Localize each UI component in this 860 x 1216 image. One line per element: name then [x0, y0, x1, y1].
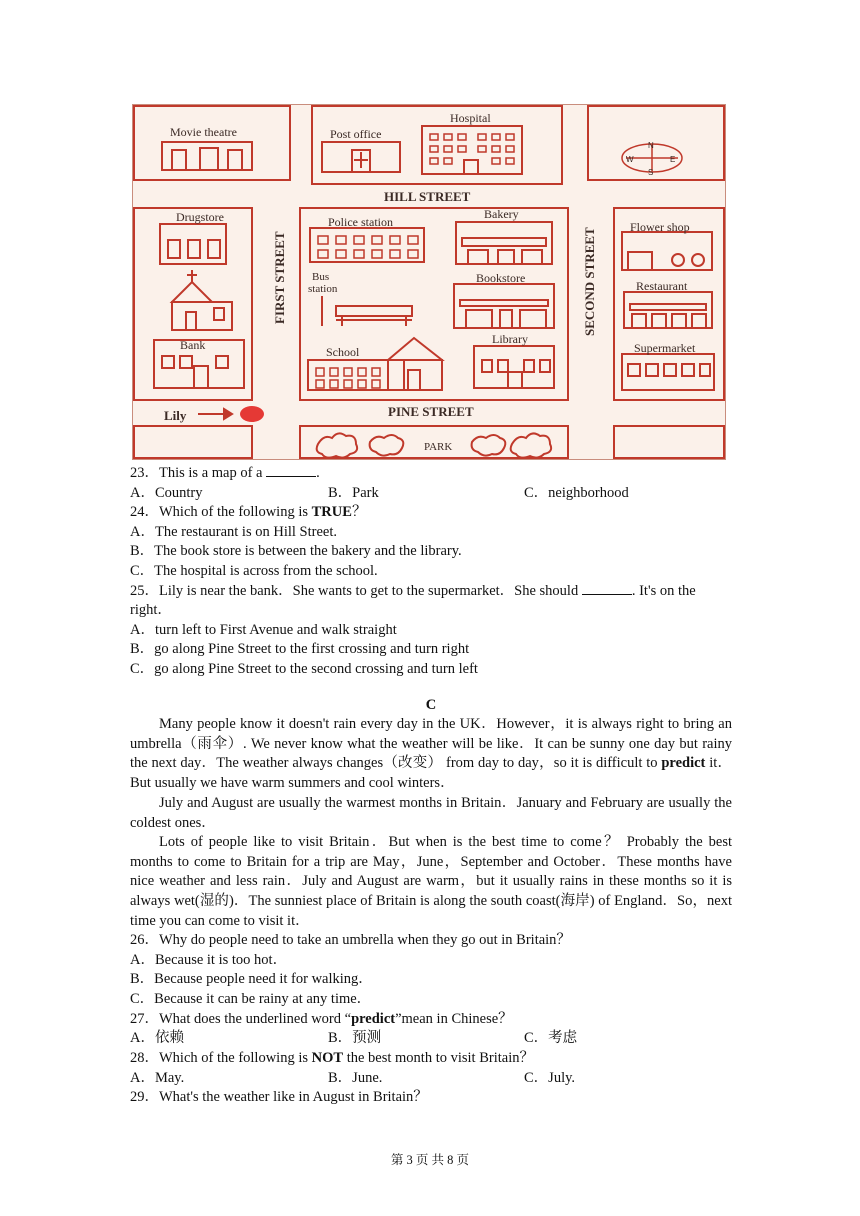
q27-option-a: A．依赖: [130, 1030, 184, 1046]
q25-blank: [582, 582, 632, 595]
q24-option-a: A．The restaurant is on Hill Street.: [130, 524, 337, 540]
q24-option-b: B．The book store is between the bakery and the library.: [130, 543, 462, 559]
q27-stem: 27．What does the underlined word “predict”mean in Chinese？: [130, 1011, 513, 1027]
passage-paragraph-1: Many people know it doesn't rain every day in the UK．However，it is always right to bring an umbrella（雨伞）. We never know what the weather will be like．It can be sunny one day but rainy the next day．The weather always changes（改变） from day to day，so it is difficult to predict it．But usually we have warm summers and cool winters．: [130, 716, 732, 792]
map-label-movie-theatre: Movie theatre: [170, 125, 237, 139]
q23-blank: [266, 464, 316, 477]
q26-option-a: A．Because it is too hot．: [130, 952, 288, 968]
map-label-park: PARK: [424, 441, 453, 453]
q28-stem: 28．Which of the following is NOT the best month to visit Britain？: [130, 1050, 534, 1066]
map-label-lily: Lily: [164, 408, 187, 423]
map-label-school: School: [326, 345, 360, 359]
map-label-station: station: [308, 283, 338, 295]
map-label-drugstore: Drugstore: [176, 210, 224, 224]
map-label-hospital: Hospital: [450, 111, 491, 125]
map-label-supermarket: Supermarket: [634, 341, 696, 355]
q28-option-b: B．June.: [328, 1070, 383, 1086]
q23-option-c: C．neighborhood: [524, 485, 629, 501]
passage-paragraph-2: July and August are usually the warmest months in Britain．January and February are usually the coldest ones．: [130, 795, 732, 831]
q24-option-c: C．The hospital is across from the school.: [130, 563, 378, 579]
q23-option-b: B．Park: [328, 485, 379, 501]
street-second: SECOND STREET: [582, 227, 597, 336]
q26-stem: 26．Why do people need to take an umbrella when they go out in Britain？: [130, 932, 571, 948]
map-label-bakery: Bakery: [484, 207, 519, 221]
q27-option-b: B．预测: [328, 1030, 382, 1046]
q23-stem: 23．This is a map of a .: [130, 465, 320, 481]
q28-option-c: C．July.: [524, 1070, 576, 1086]
q25-stem-line2: right．: [130, 602, 172, 618]
q25-stem: 25．Lily is near the bank．She wants to get to the supermarket．She should . It's on the: [130, 583, 696, 599]
map-label-flower-shop: Flower shop: [630, 220, 690, 234]
street-first: FIRST STREET: [272, 231, 287, 324]
map-label-restaurant: Restaurant: [636, 279, 688, 293]
page-footer: 第 3 页 共 8 页: [390, 1153, 470, 1167]
compass-s: S: [648, 168, 654, 177]
neighborhood-map: [132, 104, 726, 460]
q26-option-c: C．Because it can be rainy at any time．: [130, 991, 372, 1007]
map-label-police-station: Police station: [328, 215, 393, 229]
compass-n: N: [648, 141, 654, 150]
q24-stem: 24．Which of the following is TRUE？: [130, 504, 367, 520]
map-label-post-office: Post office: [330, 127, 382, 141]
q25-option-b: B．go along Pine Street to the first crossing and turn right: [130, 641, 470, 657]
compass-e: E: [670, 155, 676, 164]
compass-w: W: [626, 155, 634, 164]
street-pine: PINE STREET: [388, 404, 474, 419]
street-hill: HILL STREET: [384, 189, 471, 204]
q26-option-b: B．Because people need it for walking．: [130, 971, 373, 987]
map-label-bank: Bank: [180, 338, 206, 352]
q28-option-a: A．May.: [130, 1070, 185, 1086]
map-label-bus: Bus: [312, 271, 330, 283]
q29-stem: 29．What's the weather like in August in Britain？: [130, 1089, 428, 1105]
section-heading-c: C: [425, 697, 437, 713]
passage-paragraph-3: Lots of people like to visit Britain．But when is the best time to come？ Probably the best months to come to Britain for a trip are May，June，September and October．These months have nice weather and less rain．July and August are warm，but it usually rains in these months so it is always wet(湿的)．The sunniest place of Britain is along the south coast(海岸) of England．So，next time you can come to visit it．: [130, 834, 732, 929]
q27-option-c: C．考虑: [524, 1030, 578, 1046]
q25-option-a: A．turn left to First Avenue and walk straight: [130, 622, 397, 638]
lily-position-dot: [240, 406, 264, 422]
q25-option-c: C．go along Pine Street to the second crossing and turn left: [130, 661, 478, 677]
q23-option-a: A．Country: [130, 485, 203, 501]
map-label-library: Library: [492, 332, 528, 346]
map-label-bookstore: Bookstore: [476, 271, 526, 285]
